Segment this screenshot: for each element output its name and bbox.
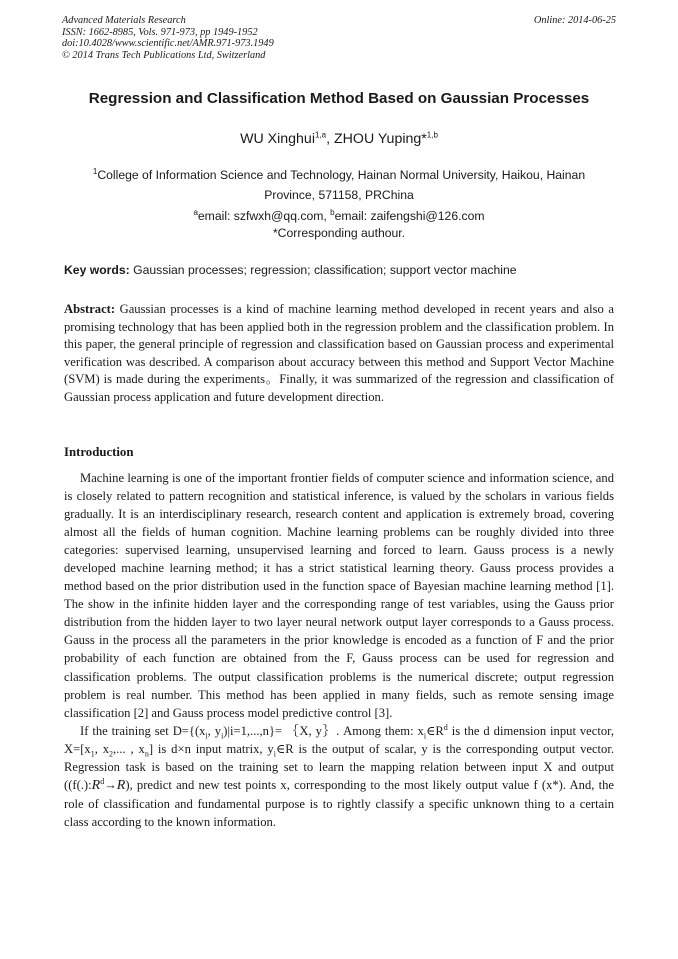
p2-sub-5: 1: [90, 749, 95, 759]
keywords-label: Key words:: [64, 263, 130, 277]
online-date: Online: 2014-06-25: [533, 15, 616, 26]
doi-line: doi:10.4028/www.scientific.net/AMR.971-973.1949: [62, 38, 274, 50]
section-heading-introduction: Introduction: [64, 445, 134, 459]
corresponding-note: *Corresponding authour.: [272, 226, 406, 240]
author-line: [40, 131, 638, 147]
affiliation-sup: 1: [92, 166, 98, 176]
math-R-domain: R: [91, 777, 101, 793]
p2-text-4: ∈R: [426, 723, 444, 738]
p2-sub-7: n: [144, 749, 149, 759]
p2-text-8: ] is d×n input matrix, y: [148, 741, 274, 756]
issn-line: ISSN: 1662-8985, Vols. 971-973, pp 1949-1952: [62, 26, 258, 38]
p2-sup-4: d: [443, 722, 448, 732]
abstract-text: Gaussian processes is a kind of machine learning method developed in recent years and also a promising technology that has been applied both in the regression problem and the classification problem. In this paper, the general principle of regression and classification based on Gaussian process and experimental verification was described. A comparison about accuracy between this method and Support Vector Machine (SVM) is made during the experiments。Finally, it was summarized of the regression and classification of Gaussian process application and future development direction.: [64, 302, 614, 404]
p2-text-3: )|i=1,...,n}= ｛X, y｝. Among them: x: [223, 723, 424, 738]
p2-text-10: ), predict and new test points x, corresponding to the most likely output value f (x*). And, the role of classification and fundamental purpose is to rightly classify a specific unknown thing to a certain class according to the known information.: [64, 777, 614, 829]
paper-title: Regression and Classification Method Based on Gaussian Processes: [88, 90, 590, 107]
p2-sub-6: 2: [109, 749, 114, 759]
journal-header: [62, 15, 274, 61]
p2-sub-8: i: [273, 749, 276, 759]
email-a-sup: a: [193, 207, 198, 217]
journal-name: Advanced Materials Research: [62, 15, 186, 26]
email-line: [80, 208, 598, 225]
p2-sub-3: i: [423, 731, 427, 741]
p2-text-7: ,... , x: [113, 741, 145, 756]
introduction-body: [64, 469, 614, 831]
p2-text-9: ∈R is the output of scalar, y is the corresponding output vector. Regression task is based on the training set to learn the mapping relation between input X and output ((f(.):: [64, 741, 614, 792]
email-a: email: szfwxh@qq.com,: [197, 209, 331, 223]
email-b-sup: b: [330, 207, 335, 217]
abstract: [64, 301, 614, 407]
author-separator: ,: [326, 131, 334, 147]
affiliation: [80, 165, 598, 205]
p2-sub-1: i: [205, 731, 208, 741]
author-1-sup: 1,a: [314, 130, 327, 140]
email-b: email: zaifengshi@126.com: [334, 209, 485, 223]
math-R-sup: d: [100, 776, 105, 786]
p2-text-1: If the training set D={(x: [80, 723, 206, 738]
keywords: [64, 263, 616, 277]
paragraph-2: [64, 722, 614, 831]
affiliation-text: College of Information Science and Technology, Hainan Normal University, Haikou, Hainan Province, 571158, PRChina: [97, 168, 586, 202]
email-block: [80, 208, 598, 242]
abstract-label: Abstract:: [64, 302, 116, 316]
p2-text-6: , x: [94, 741, 110, 756]
math-arrow: →: [104, 777, 117, 792]
p2-sub-2: i: [221, 731, 224, 741]
author-1-name: WU Xinghui: [240, 131, 315, 147]
author-2-name: ZHOU Yuping*: [334, 131, 427, 147]
paragraph-1: Machine learning is one of the important frontier fields of computer science and information science, and is closely related to pattern recognition and statistical inference, is valued by the scholars in various fields gradually. It is an interdisciplinary research, research content and application is extremely broad, covering almost all the fields of human cognition. Machine learning problems can be roughly divided into three categories: supervised learning, unsupervised learning and forced to learn. Gauss process is a newly developed machine learning method; it has a strict statistical learning theory. Gauss process provides a method based on the prior distribution used in the function space of Bayesian machine learning method [1]. The show in the infinite hidden layer and the corresponding range of test variables, using the Gauss prior distribution from the hidden layer to two layer neural network output layer corresponds to a Gauss process. Gauss in the process all the parameters in the prior knowledge is encoded as a function of F and the prior probability of each function are obtained from the F, Gauss process can be used for regression and classification problems. The output classification problems is the numerical discrete; output regression problem is real number. This method has been applied in many fields, such as remote sensing image classification [2] and Gauss process model predictive control [3].: [64, 471, 614, 720]
keywords-text: Gaussian processes; regression; classification; support vector machine: [129, 263, 517, 277]
p2-text-2: , y: [207, 723, 222, 738]
math-R-codomain: R: [116, 777, 126, 793]
copyright-line: © 2014 Trans Tech Publications Ltd, Switzerland: [62, 49, 266, 61]
author-2-sup: 1,b: [426, 130, 438, 140]
p2-text-5: is the d dimension input vector, X=[x: [64, 723, 614, 756]
